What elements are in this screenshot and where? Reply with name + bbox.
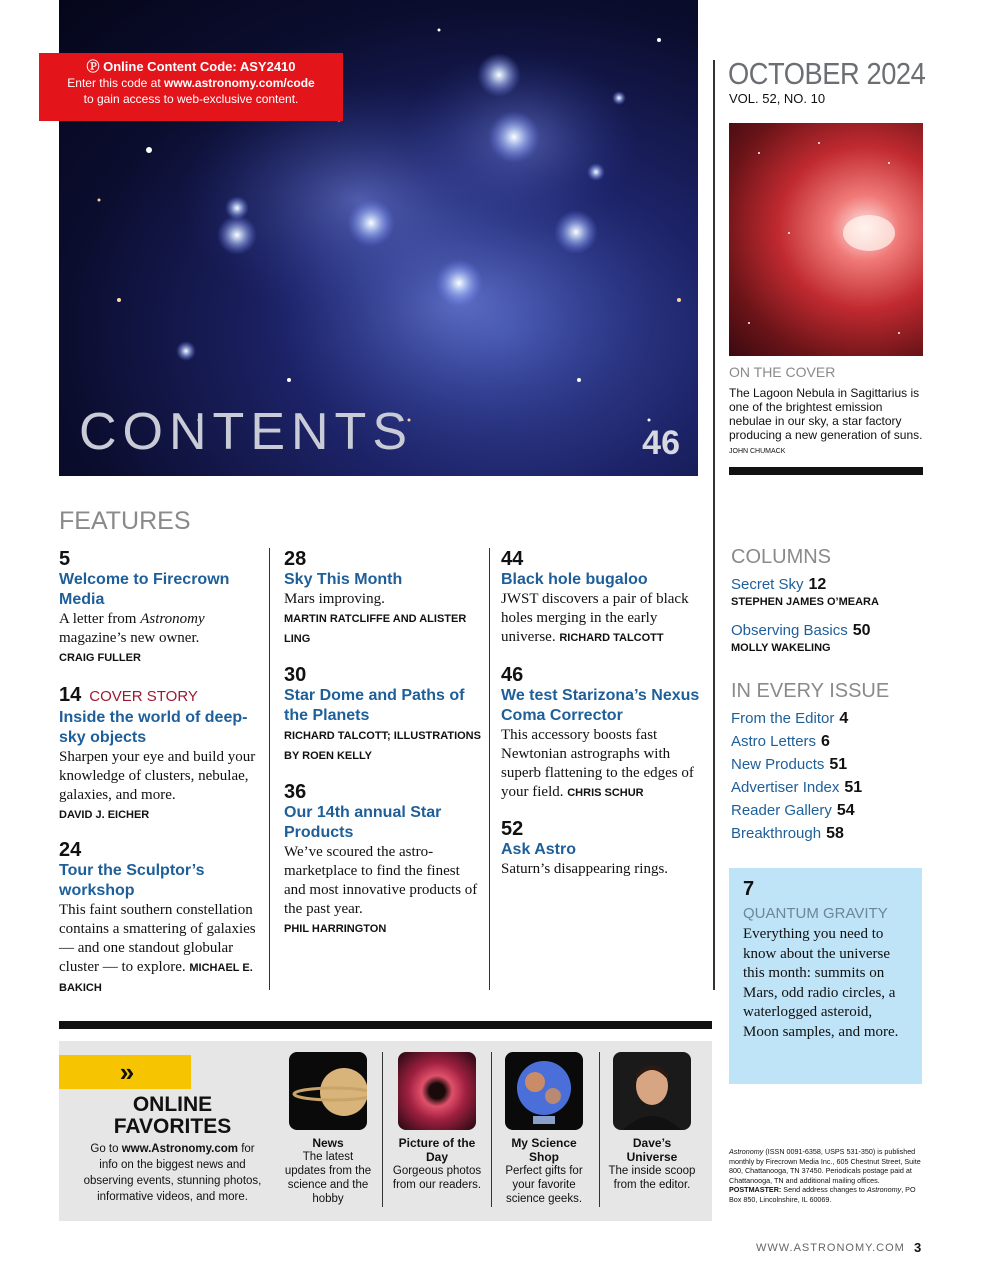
- byline: CHRIS SCHUR: [567, 787, 644, 799]
- favorite-divider: [382, 1052, 383, 1207]
- online-favorites-text: Go to www.Astronomy.com for info on the biggest news and observing events, stunning photos, informative videos, and more.: [83, 1143, 262, 1203]
- feature-item[interactable]: 44 Black hole bugaloo JWST discovers a pair of black holes merging in the early universe. RICHARD TALCOTT: [501, 548, 701, 648]
- favorite-divider: [491, 1052, 492, 1207]
- every-issue-item[interactable]: New Products 51: [731, 756, 848, 773]
- quantum-title: QUANTUM GRAVITY: [743, 905, 888, 922]
- column-item-secret-sky[interactable]: Secret Sky 12 STEPHEN JAMES O’MEARA: [731, 576, 879, 608]
- every-issue-item[interactable]: Reader Gallery 54: [731, 802, 855, 819]
- cover-story-tag: COVER STORY: [89, 688, 198, 705]
- astronomy-url-link[interactable]: www.Astronomy.com: [121, 1143, 238, 1155]
- feature-item[interactable]: 28 Sky This Month Mars improving. MARTIN RATCLIFFE AND ALISTER LING: [284, 548, 482, 649]
- favorite-picture-of-the-day[interactable]: Picture of the Day Gorgeous photos from our readers.: [391, 1052, 483, 1192]
- feature-item[interactable]: 24 Tour the Sculptor’s workshop This faint southern constellation contains a smattering of galaxies — and one standout globular cluster — to explore. MICHAEL E. BAKICH: [59, 839, 264, 998]
- online-favorites-title: ONLINE FAVORITES: [113, 1093, 232, 1138]
- byline: STEPHEN JAMES O’MEARA: [731, 596, 879, 608]
- issue-month: OCTOBER 2024: [728, 56, 926, 91]
- byline: MOLLY WAKELING: [731, 642, 831, 654]
- column-divider: [489, 548, 490, 990]
- vertical-divider: [713, 60, 715, 990]
- online-code-title: Ⓟ Online Content Code: ASY2410: [86, 59, 296, 74]
- every-issue-item[interactable]: Astro Letters 6: [731, 733, 830, 750]
- footer-url[interactable]: WWW.ASTRONOMY.COM: [756, 1242, 905, 1254]
- feature-item-cover-story[interactable]: 14 COVER STORY Inside the world of deep-sky objects Sharpen your eye and build your knowledge of clusters, nebulae, galaxies, and more. DAVID J. EICHER: [59, 684, 264, 825]
- feature-item[interactable]: 30 Star Dome and Paths of the Planets RICHARD TALCOTT; ILLUSTRATIONS BY ROEN KELLY: [284, 664, 484, 766]
- every-issue-heading: IN EVERY ISSUE: [731, 680, 890, 702]
- quantum-text: Everything you need to know about the universe this month: summits on Mars, odd radio circles, a waterlogged asteroid, Moon samples, and more.: [743, 926, 899, 1040]
- cover-divider-bar: [729, 467, 923, 475]
- cover-label: ON THE COVER: [729, 364, 836, 380]
- footer-page-number: 3: [914, 1240, 922, 1255]
- byline: RICHARD TALCOTT; ILLUSTRATIONS BY ROEN KELLY: [284, 730, 481, 762]
- feature-item[interactable]: 46 We test Starizona’s Nexus Coma Corrector This accessory boosts fast Newtonian astrographs with superb flattening to the edges of your field. CHRIS SCHUR: [501, 664, 700, 800]
- feature-title[interactable]: We test Starizona’s Nexus Coma Corrector: [501, 687, 700, 724]
- favorite-daves-universe[interactable]: Dave’s Universe The inside scoop from the editor.: [606, 1052, 698, 1192]
- feature-title[interactable]: Ask Astro: [501, 841, 576, 858]
- online-code-url[interactable]: www.astronomy.com/code: [164, 76, 315, 90]
- feature-item[interactable]: 5 Welcome to Firecrown Media A letter from Astronomy magazine’s new owner. CRAIG FULLER: [59, 548, 259, 668]
- globe-lamp-thumbnail: [505, 1052, 583, 1130]
- cover-credit: JOHN CHUMACK: [729, 448, 786, 455]
- feature-title[interactable]: Star Dome and Paths of the Planets: [284, 687, 465, 724]
- every-issue-item[interactable]: Advertiser Index 51: [731, 779, 863, 796]
- feature-title[interactable]: Inside the world of deep-sky objects: [59, 709, 248, 746]
- byline: MARTIN RATCLIFFE AND ALISTER LING: [284, 613, 467, 645]
- online-code-box: [39, 53, 343, 121]
- columns-heading: COLUMNS: [731, 546, 832, 568]
- features-heading: FEATURES: [59, 507, 191, 535]
- byline: PHIL HARRINGTON: [284, 923, 387, 935]
- saturn-thumbnail: [289, 1052, 367, 1130]
- column-divider: [269, 548, 270, 990]
- publication-info: Astronomy (ISSN 0091-6358, USPS 531-350) is published monthly by Firecrown Media Inc., 605 Chestnut Street, Suite 800, Chattanooga, TN 37450. Periodicals postage paid at Chattanooga, TN and additional mailing offices. POSTMASTER: Send address changes to Astronomy, PO Box 850, Lincolnshire, IL 60069.: [729, 1147, 921, 1204]
- online-code-line2: to gain access to web-exclusive content.: [83, 92, 299, 106]
- rosette-nebula-thumbnail: [398, 1052, 476, 1130]
- byline: CRAIG FULLER: [59, 652, 141, 664]
- section-rule: [59, 1021, 712, 1029]
- byline: RICHARD TALCOTT: [559, 632, 664, 644]
- byline: DAVID J. EICHER: [59, 809, 150, 821]
- cover-caption: The Lagoon Nebula in Sagittarius is one of the brightest emission nebulae in our sky, a star factory producing a new generation of suns. JOHN CHUMACK: [729, 386, 923, 455]
- feature-title[interactable]: Sky This Month: [284, 571, 403, 588]
- chevron-right-icon: »: [59, 1055, 191, 1089]
- editor-portrait-thumbnail: [613, 1052, 691, 1130]
- byline: MICHAEL E. BAKICH: [59, 962, 253, 994]
- favorite-news[interactable]: News The latest updates from the science and the hobby: [282, 1052, 374, 1206]
- cover-lagoon-nebula-image: [729, 123, 923, 356]
- nebula-illustration: [729, 123, 923, 356]
- favorite-divider: [599, 1052, 600, 1207]
- favorite-my-science-shop[interactable]: My Science Shop Perfect gifts for your favorite science geeks.: [498, 1052, 590, 1206]
- feature-title[interactable]: Welcome to Firecrown Media: [59, 571, 230, 608]
- feature-item[interactable]: 36 Our 14th annual Star Products We’ve scoured the astro-marketplace to find the finest and most innovative products of the past year. PHIL HARRINGTON: [284, 781, 482, 939]
- feature-title[interactable]: Our 14th annual Star Products: [284, 804, 442, 841]
- a-plus-icon: Ⓟ: [86, 59, 100, 74]
- quantum-page: 7: [743, 878, 755, 900]
- every-issue-item[interactable]: Breakthrough 58: [731, 825, 844, 842]
- online-code-line1: Enter this code at: [67, 76, 161, 90]
- hero-page-number: 46: [642, 424, 680, 462]
- contents-heading: CONTENTS: [79, 403, 413, 461]
- feature-title[interactable]: Black hole bugaloo: [501, 571, 648, 588]
- issue-volume: VOL. 52, NO. 10: [729, 91, 826, 106]
- every-issue-item[interactable]: From the Editor 4: [731, 710, 849, 727]
- quantum-gravity-box[interactable]: [729, 868, 922, 1084]
- feature-title[interactable]: Tour the Sculptor’s workshop: [59, 862, 205, 899]
- column-item-observing-basics[interactable]: Observing Basics 50 MOLLY WAKELING: [731, 622, 871, 654]
- feature-item[interactable]: 52 Ask Astro Saturn’s disappearing rings.: [501, 818, 701, 879]
